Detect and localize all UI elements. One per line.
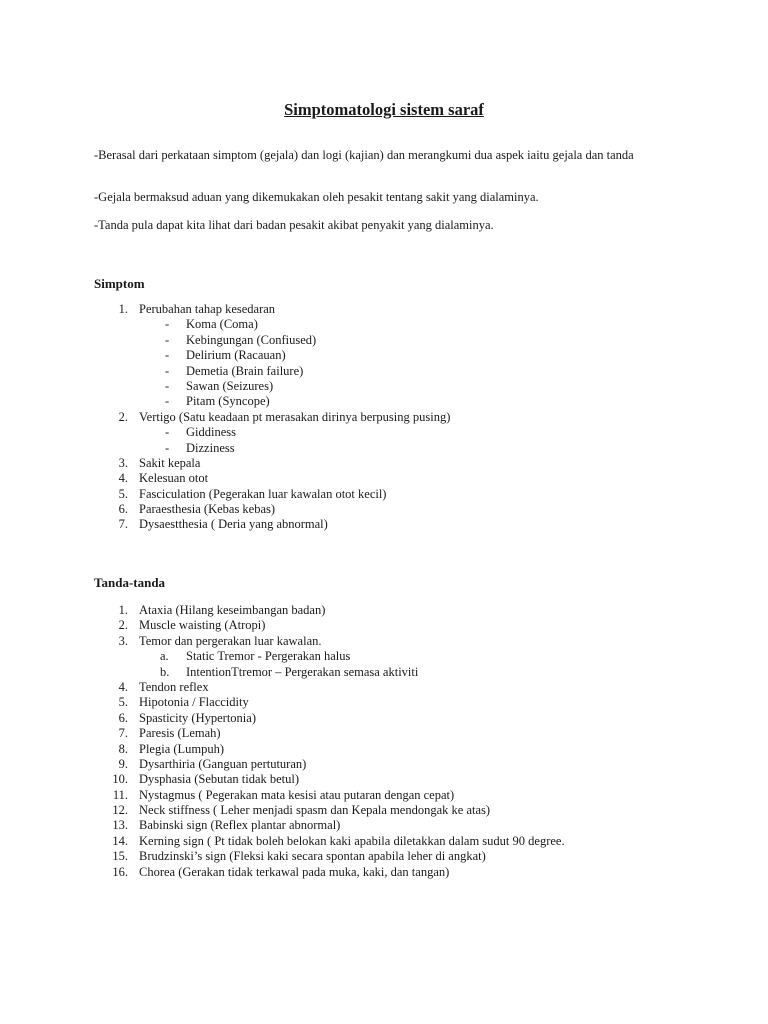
item-text: Ataxia (Hilang keseimbangan badan) <box>139 603 326 617</box>
item-text: Kerning sign ( Pt tidak boleh belokan kaki apabila diletakkan dalam sudut 90 degree. <box>139 833 565 848</box>
list-item <box>0 711 768 726</box>
sub-list-item <box>0 348 768 363</box>
list-item <box>0 517 768 532</box>
item-number: 8. <box>118 741 128 756</box>
sub-item-text: Sawan (Seizures) <box>186 378 274 393</box>
item-text: Dysphasia (Sebutan tidak betul) <box>139 772 300 787</box>
dash-marker: - <box>165 394 170 409</box>
list-item <box>0 680 768 695</box>
section-heading-simptom: Simptom <box>94 276 145 291</box>
dash-marker: - <box>165 348 170 363</box>
item-number: 7. <box>118 517 128 532</box>
list-item <box>0 726 768 741</box>
list-item <box>0 849 768 864</box>
intro-paragraph-3: -Tanda pula dapat kita lihat dari badan pesakit akibat penyakit yang dialaminya. <box>94 218 494 232</box>
item-number: 6. <box>118 502 128 517</box>
item-number: 15. <box>112 849 128 864</box>
letter-marker: a. <box>160 649 169 664</box>
sub-list-item <box>0 665 768 680</box>
item-text: Dysaestthesia ( Deria yang abnormal) <box>139 517 328 532</box>
sub-item-text: IntentionTtremor – Pergerakan semasa aktiviti <box>186 664 419 679</box>
item-text: Spasticity (Hypertonia) <box>139 710 256 725</box>
list-item <box>0 865 768 880</box>
sub-list-item <box>0 333 768 348</box>
item-text: Nystagmus ( Pegerakan mata kesisi atau putaran dengan cepat) <box>139 787 455 802</box>
item-text: Hipotonia / Flaccidity <box>139 695 249 710</box>
item-number: 3. <box>118 455 128 470</box>
list-item <box>0 788 768 803</box>
item-text: Paresis (Lemah) <box>139 726 221 741</box>
item-number: 2. <box>118 618 128 633</box>
item-text: Neck stiffness ( Leher menjadi spasm dan Kepala mendongak ke atas) <box>139 803 491 818</box>
list-item <box>0 471 768 486</box>
list-item <box>0 634 768 649</box>
item-number: 3. <box>118 633 128 648</box>
list-item <box>0 695 768 710</box>
item-number: 2. <box>118 409 128 424</box>
dash-marker: - <box>165 332 170 347</box>
sub-item-text: Dizziness <box>186 440 235 455</box>
sub-item-text: Static Tremor - Pergerakan halus <box>186 649 351 664</box>
letter-marker: b. <box>160 664 170 679</box>
sub-list-item <box>0 317 768 332</box>
item-number: 16. <box>112 864 128 879</box>
sub-item-text: Kebingungan (Confiused) <box>186 332 317 347</box>
item-text: Babinski sign (Reflex plantar abnormal) <box>139 818 341 833</box>
sub-list-item <box>0 364 768 379</box>
list-item <box>0 742 768 757</box>
list-item <box>0 803 768 818</box>
intro-paragraph-1: -Berasal dari perkataan simptom (gejala) dan logi (kajian) dan merangkumi dua aspek iaitu gejala dan tanda <box>94 148 634 162</box>
dash-marker: - <box>165 317 170 332</box>
item-text: Dysarthiria (Ganguan pertuturan) <box>139 756 307 771</box>
item-text: Temor dan pergerakan luar kawalan. <box>139 633 322 648</box>
item-text: Muscle waisting (Atropi) <box>139 618 266 633</box>
sub-list-item <box>0 649 768 664</box>
section-heading-tanda: Tanda-tanda <box>94 575 166 590</box>
list-item <box>0 410 768 425</box>
item-number: 12. <box>112 803 128 818</box>
list-item <box>0 302 768 317</box>
list-item <box>0 772 768 787</box>
item-number: 11. <box>112 787 128 802</box>
item-number: 5. <box>118 486 128 501</box>
dash-marker: - <box>165 440 170 455</box>
item-text: Sakit kepala <box>139 455 201 470</box>
sub-item-text: Giddiness <box>186 425 236 440</box>
dash-marker: - <box>165 363 170 378</box>
item-text: Plegia (Lumpuh) <box>139 741 225 756</box>
sub-item-text: Pitam (Syncope) <box>186 394 270 409</box>
sub-list-item <box>0 425 768 440</box>
dash-marker: - <box>165 425 170 440</box>
item-number: 10. <box>112 772 128 787</box>
list-item <box>0 502 768 517</box>
item-number: 1. <box>118 603 128 617</box>
item-text: Brudzinski’s sign (Fleksi kaki secara spontan apabila leher di angkat) <box>139 849 486 864</box>
sub-list-item <box>0 394 768 409</box>
item-text: Paraesthesia (Kebas kebas) <box>139 502 276 517</box>
list-item <box>0 487 768 502</box>
item-text: Kelesuan otot <box>139 471 209 486</box>
tanda-list <box>0 603 768 880</box>
dash-marker: - <box>165 378 170 393</box>
simptom-list <box>0 302 768 533</box>
sub-list-item <box>0 441 768 456</box>
item-text: Tendon reflex <box>139 679 209 694</box>
intro-paragraph-2: -Gejala bermaksud aduan yang dikemukakan oleh pesakit tentang sakit yang dialaminya. <box>94 190 539 204</box>
sub-item-text: Koma (Coma) <box>186 317 258 332</box>
item-number: 1. <box>118 302 128 316</box>
list-item <box>0 456 768 471</box>
item-text: Fasciculation (Pegerakan luar kawalan otot kecil) <box>139 486 387 501</box>
list-item <box>0 618 768 633</box>
page-title: Simptomatologi sistem saraf <box>284 100 484 120</box>
list-item <box>0 603 768 618</box>
item-number: 9. <box>118 756 128 771</box>
sub-item-text: Demetia (Brain failure) <box>186 363 304 378</box>
item-number: 7. <box>118 726 128 741</box>
item-number: 14. <box>112 833 128 848</box>
list-item <box>0 757 768 772</box>
item-text: Perubahan tahap kesedaran <box>139 302 276 316</box>
item-text: Vertigo (Satu keadaan pt merasakan dirinya berpusing pusing) <box>139 409 451 424</box>
sub-item-text: Delirium (Racauan) <box>186 348 286 363</box>
item-text: Chorea (Gerakan tidak terkawal pada muka, kaki, dan tangan) <box>139 864 450 879</box>
item-number: 5. <box>118 695 128 710</box>
item-number: 4. <box>118 471 128 486</box>
item-number: 4. <box>118 679 128 694</box>
item-number: 6. <box>118 710 128 725</box>
sub-list-item <box>0 379 768 394</box>
item-number: 13. <box>112 818 128 833</box>
list-item <box>0 818 768 833</box>
list-item <box>0 834 768 849</box>
